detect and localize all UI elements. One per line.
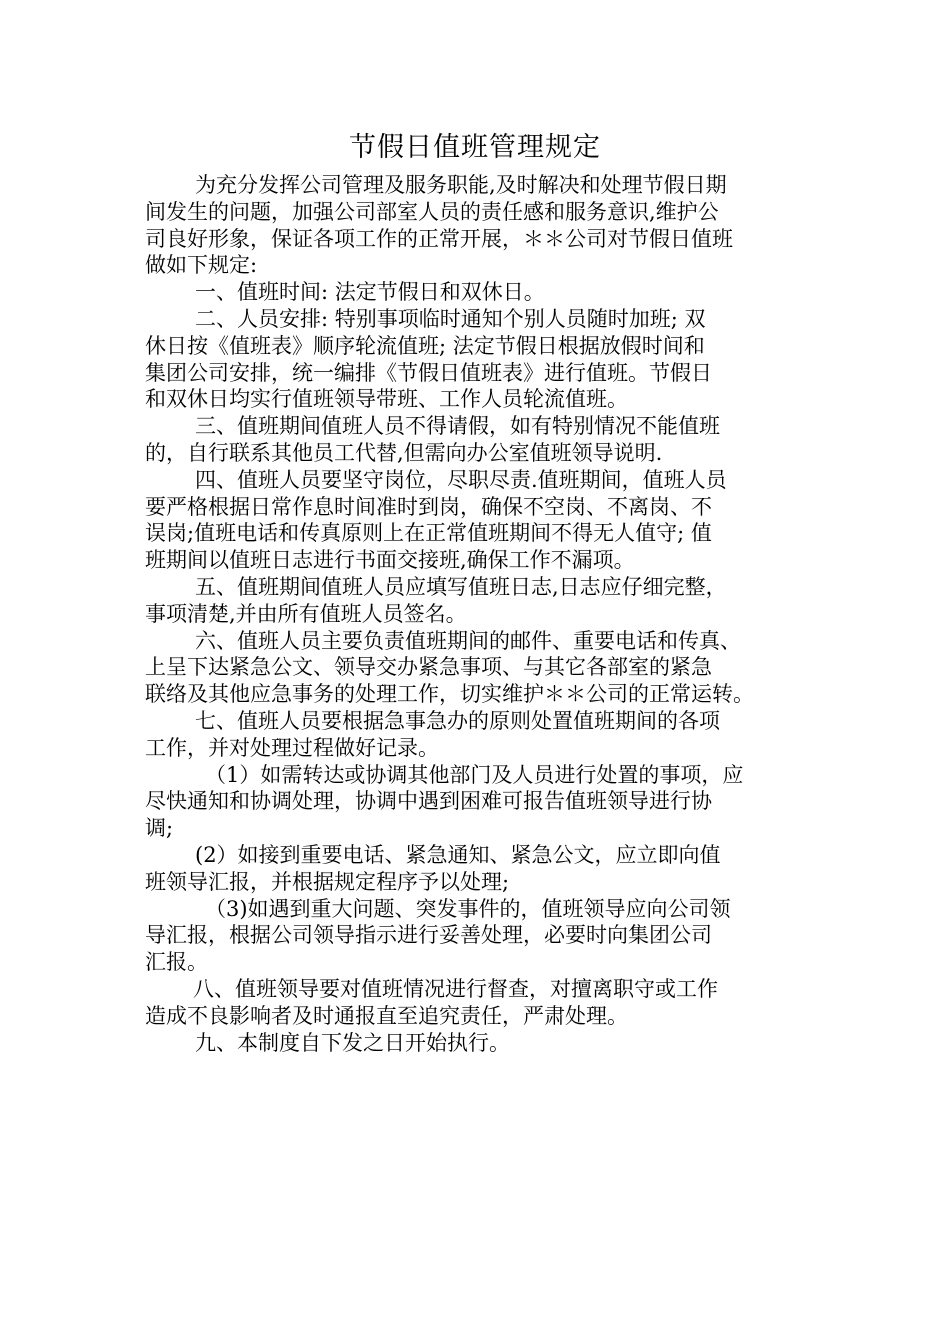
body-line: 九、本制度自下发之日开始执行。 — [195, 1030, 510, 1055]
body-line: 事项清楚,并由所有值班人员签名。 — [145, 601, 467, 626]
body-line: 一、值班时间: 法定节假日和双休日。 — [195, 280, 545, 305]
body-line: 八、值班领导要对值班情况进行督查，对擅离职守或工作 — [193, 976, 718, 1001]
body-line: 集团公司安排，统一编排《节假日值班表》进行值班。节假日 — [145, 360, 712, 385]
body-line: 三、值班期间值班人员不得请假，如有特别情况不能值班 — [195, 414, 720, 439]
body-line: 六、值班人员主要负责值班期间的邮件、重要电话和传真、 — [195, 628, 741, 653]
body-line: 造成不良影响者及时通报直至追究责任，严肃处理。 — [145, 1003, 628, 1028]
body-line: 调; — [145, 816, 174, 841]
body-line: 间发生的问题，加强公司部室人员的责任感和服务意识,维护公 — [145, 199, 719, 224]
document-title: 节假日值班管理规定 — [349, 132, 601, 163]
body-line: 要严格根据日常作息时间准时到岗，确保不空岗、不离岗、不 — [145, 494, 712, 519]
body-line: 的，自行联系其他员工代替,但需向办公室值班领导说明. — [145, 440, 663, 465]
body-line: 导汇报，根据公司领导指示进行妥善处理，必要时向集团公司 — [145, 923, 712, 948]
body-line: 为充分发挥公司管理及服务职能,及时解决和处理节假日期 — [195, 173, 727, 197]
body-line: 四、值班人员要坚守岗位，尽职尽责.值班期间，值班人员 — [195, 467, 727, 492]
body-line: 和双休日均实行值班领导带班、工作人员轮流值班。 — [145, 387, 628, 412]
body-line: 联络及其他应急事务的处理工作，切实维护＊＊公司的正常运转。 — [145, 682, 754, 707]
body-line: 工作，并对处理过程做好记录。 — [145, 735, 439, 760]
body-line: 休日按《值班表》顺序轮流值班; 法定节假日根据放假时间和 — [145, 333, 705, 358]
body-line: 做如下规定: — [145, 253, 258, 278]
body-line: 汇报。 — [145, 950, 208, 975]
body-line: 上呈下达紧急公文、领导交办紧急事项、与其它各部室的紧急 — [145, 655, 712, 680]
body-line: 二、人员安排: 特别事项临时通知个别人员随时加班; 双 — [195, 306, 706, 331]
body-line: (2）如接到重要电话、紧急通知、紧急公文，应立即向值 — [195, 842, 721, 867]
body-line: 班期间以值班日志进行书面交接班,确保工作不漏项。 — [145, 548, 635, 573]
body-line: 司良好形象，保证各项工作的正常开展，＊＊公司对节假日值班 — [145, 226, 733, 251]
document-body — [145, 172, 815, 1056]
body-line: 尽快通知和协调处理，协调中遇到困难可报告值班领导进行协 — [145, 789, 712, 814]
body-line: 五、值班期间值班人员应填写值班日志,日志应仔细完整， — [195, 574, 727, 599]
body-line: 误岗;值班电话和传真原则上在正常值班期间不得无人值守; 值 — [145, 521, 712, 546]
body-line: （1）如需转达或协调其他部门及人员进行处置的事项，应 — [205, 762, 744, 787]
body-line: 班领导汇报，并根据规定程序予以处理; — [145, 869, 510, 894]
body-line: 七、值班人员要根据急事急办的原则处置值班期间的各项 — [195, 708, 720, 733]
body-line: （3)如遇到重大问题、突发事件的，值班领导应向公司领 — [205, 896, 731, 921]
